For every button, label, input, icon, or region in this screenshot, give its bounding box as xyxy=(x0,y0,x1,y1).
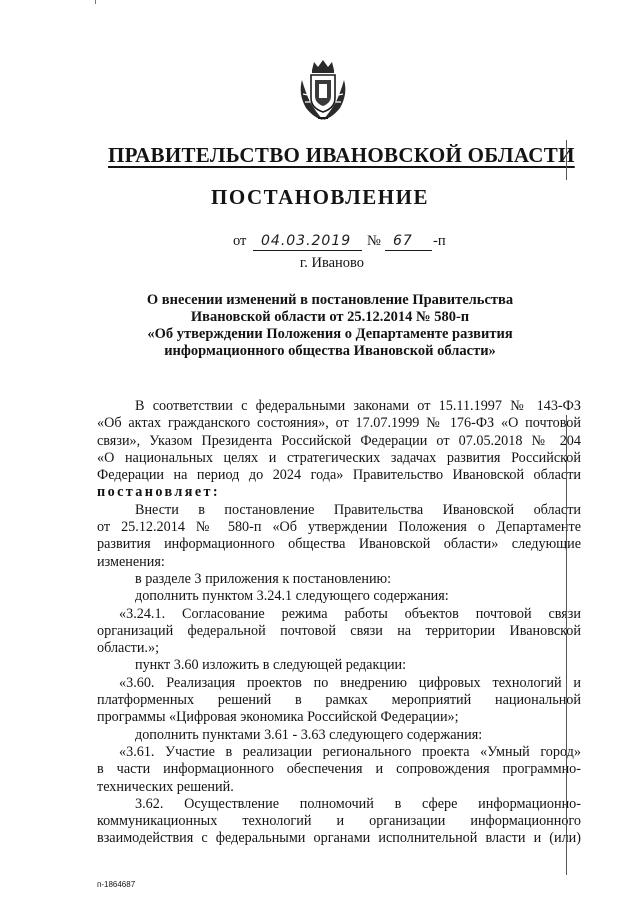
number-label: № xyxy=(367,233,381,249)
subject-line: «Об утверждении Положения о Департаменте развития xyxy=(147,326,513,342)
body-line: «Об актах гражданского состояния», от 17.07.1999 № 176-ФЗ «О почтовой xyxy=(97,415,581,432)
scan-margin-line xyxy=(566,415,567,875)
body-line: коммуникационных технологий и организации информационного xyxy=(97,813,581,830)
body-line: в разделе 3 приложения к постановлению: xyxy=(135,570,392,587)
document-body xyxy=(97,398,581,848)
body-line: Федерации на период до 2024 года» Правительство Ивановской области xyxy=(97,467,581,484)
body-line: в части информационного обеспечения и сопровождения программно- xyxy=(97,761,581,778)
government-title: ПРАВИТЕЛЬСТВО ИВАНОВСКОЙ ОБЛАСТИ xyxy=(108,143,575,167)
subject-line: О внесении изменений в постановление Правительства xyxy=(146,292,514,308)
corner-mark xyxy=(95,0,100,4)
subject-line: информационного общества Ивановской области» xyxy=(164,343,496,359)
number-underline xyxy=(385,250,432,251)
number-handwritten: 67 xyxy=(393,233,413,249)
body-line: пункт 3.60 изложить в следующей редакции: xyxy=(135,657,407,674)
subject-line: Ивановской области от 25.12.2014 № 580-п xyxy=(190,309,470,325)
body-line: «3.24.1. Согласование режима работы объектов почтовой связи xyxy=(119,605,581,622)
body-line: технических решений. xyxy=(97,778,234,795)
body-line: организаций федеральной почтовой связи на территории Ивановской xyxy=(97,622,581,639)
body-line: «3.61. Участие в реализации регионального проекта «Умный город» xyxy=(119,743,581,760)
body-line: «О национальных целях и стратегических задачах развития Российской xyxy=(97,449,581,466)
body-line: изменения: xyxy=(97,553,165,570)
resolves-word: постановляет: xyxy=(97,484,221,501)
document-type: ПОСТАНОВЛЕНИЕ xyxy=(211,185,429,209)
body-line: «3.60. Реализация проектов по внедрению цифровых технологий и xyxy=(119,674,581,691)
body-line: 3.62. Осуществление полномочий в сфере информационно- xyxy=(135,795,581,812)
date-underline xyxy=(253,250,362,251)
barcode-number: п-1864687 xyxy=(97,880,136,889)
body-line: программы «Цифровая экономика Российской Федерации»; xyxy=(97,709,459,726)
city: г. Иваново xyxy=(299,255,365,271)
subject-title xyxy=(100,292,560,360)
scan-margin-line xyxy=(566,140,567,180)
date-number-line xyxy=(233,233,463,255)
number-suffix: -п xyxy=(433,233,446,249)
from-label: от xyxy=(233,233,247,249)
body-line: Внести в постановление Правительства Ивановской области xyxy=(135,501,581,518)
body-line: взаимодействия с федеральными органами исполнительной власти и (или) xyxy=(97,830,581,847)
body-line: развития информационного общества Ивановской области» следующие xyxy=(97,536,581,553)
body-line: В соответствии с федеральными законами от 15.11.1997 № 143-ФЗ xyxy=(135,398,581,414)
body-line: связи», Указом Президента Российской Федерации от 07.05.2018 № 204 xyxy=(97,432,581,449)
body-line: от 25.12.2014 № 580-п «Об утверждении Положения о Департаменте xyxy=(97,519,581,536)
body-line: дополнить пунктом 3.24.1 следующего содержания: xyxy=(135,588,449,605)
date-handwritten: 04.03.2019 xyxy=(261,233,352,249)
body-line: области.»; xyxy=(97,640,160,657)
body-line: платформенных решений в рамках мероприятий национальной xyxy=(97,692,581,709)
coat-of-arms-icon xyxy=(296,58,350,124)
body-line: дополнить пунктами 3.61 - 3.63 следующего содержания: xyxy=(135,726,483,743)
